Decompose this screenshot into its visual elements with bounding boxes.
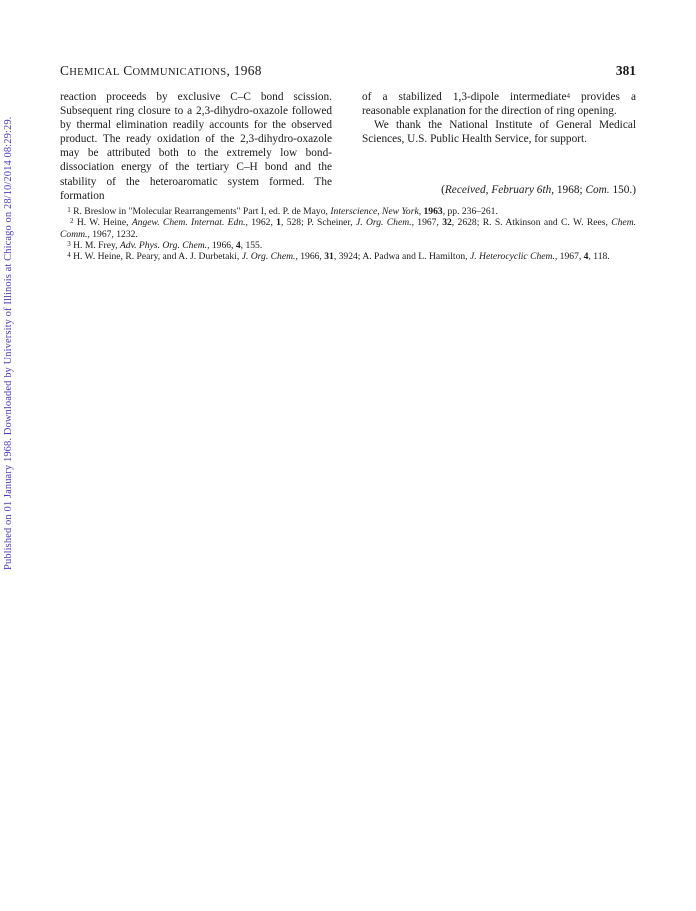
footnote-bold: 4 [235, 239, 241, 251]
footnote-text: , 1967, 1232. [87, 228, 138, 240]
footnote-text: , 1962, [245, 217, 277, 229]
journal-title-rest-1: HEMICAL [69, 67, 120, 78]
footnote-ref-4: 4 [566, 92, 570, 100]
download-watermark [3, 110, 17, 570]
footnote-text: , 1966, [295, 251, 325, 263]
footnote-text: H. M. Frey, [73, 239, 120, 251]
footnote-text: , 1967, [411, 217, 443, 229]
footnote-text: H. W. Heine, [76, 217, 132, 229]
footnote-text: , 1966, [207, 239, 236, 251]
footnote-number: 2 [69, 217, 74, 226]
received-num: 150.) [609, 184, 636, 196]
journal-title-initial-2: C [123, 63, 133, 78]
received-year: 1968; [554, 184, 586, 196]
footnote-text: , 528; P. Scheiner, [280, 217, 356, 229]
footnote-3 [60, 240, 636, 251]
footnote-number: 3 [67, 239, 71, 248]
footnote-1 [60, 206, 636, 217]
right-paragraph-1 [362, 90, 636, 118]
page-number: 381 [615, 63, 636, 78]
footnote-italic: Angew. Chem. Internat. Edn. [131, 217, 246, 229]
journal-title-initial-1: C [60, 63, 70, 78]
footnote-text: , 118. [588, 251, 610, 263]
footnote-text: , 3924; A. Padwa and L. Hamilton, [333, 251, 470, 263]
footnote-text: R. Breslow in "Molecular Rearrangements" Part I, ed. P. de Mayo, [73, 206, 331, 217]
footnote-bold: 4 [583, 251, 589, 263]
footnote-bold: 31 [324, 251, 334, 263]
journal-title-rest-2: OMMUNICATIONS [132, 67, 227, 78]
left-column [60, 90, 332, 203]
received-com: Com. [585, 184, 610, 196]
journal-title [60, 63, 262, 79]
footnote-italic: J. Org. Chem. [355, 217, 412, 229]
footnote-4 [60, 251, 636, 262]
footnote-italic: J. Heterocyclic Chem. [469, 251, 555, 263]
download-watermark-text: Published on 01 January 1968. Downloaded by University of Illinois at Chicago on 28/10/2014 08:29:29. [3, 116, 14, 570]
footnote-italic: J. Org. Chem. [241, 251, 296, 263]
left-paragraph: reaction proceeds by exclusive C–C bond scission. Subsequent ring closure to a 2,3-dihydro-oxazole followed by thermal elimination readily accounts for the observed product. The ready oxidation of the 2,3-dihydro-oxazole may be attributed both to the extremely low bond-dissociation energy of the tertiary C–H bond and the stability of the heteroaromatic system formed. The formation [60, 91, 332, 202]
footnote-italic: Adv. Phys. Org. Chem. [119, 239, 208, 251]
right-paragraph-1-a: of a stabilized 1,3-dipole intermediate [362, 91, 567, 103]
received-label: Received, February 6th, [444, 184, 555, 196]
right-column [362, 90, 636, 146]
journal-year: , 1968 [226, 63, 262, 78]
footnote-italic: Interscience, New York [330, 206, 419, 217]
acknowledgement-paragraph: We thank the National Institute of General Medical Sciences, U.S. Public Health Service, for support. [362, 119, 636, 146]
right-paragraph-1-b: provides a reasonable explanation for the direction of ring opening. [362, 91, 636, 118]
footnote-text: H. W. Heine, R. Peary, and A. J. Durbetaki, [73, 251, 242, 263]
received-line [441, 184, 636, 196]
footnote-bold: 1 [276, 217, 281, 229]
footnote-number: 4 [67, 251, 71, 260]
footnote-italic: Chem. Comm. [60, 217, 637, 240]
footnote-text: , 1967, [554, 251, 584, 263]
footnote-text: , pp. 236–261. [442, 206, 498, 217]
received-open: ( [441, 184, 445, 196]
footnote-bold: 32 [442, 217, 452, 229]
footnotes [60, 206, 636, 262]
footnote-2 [60, 217, 636, 240]
footnote-text: , 2628; R. S. Atkinson and C. W. Rees, [451, 217, 612, 229]
running-header [60, 63, 636, 81]
footnote-text: , [418, 206, 424, 217]
footnote-bold: 1963 [423, 206, 443, 217]
footnote-number: 1 [67, 206, 71, 214]
footnote-text: , 155. [240, 239, 263, 251]
